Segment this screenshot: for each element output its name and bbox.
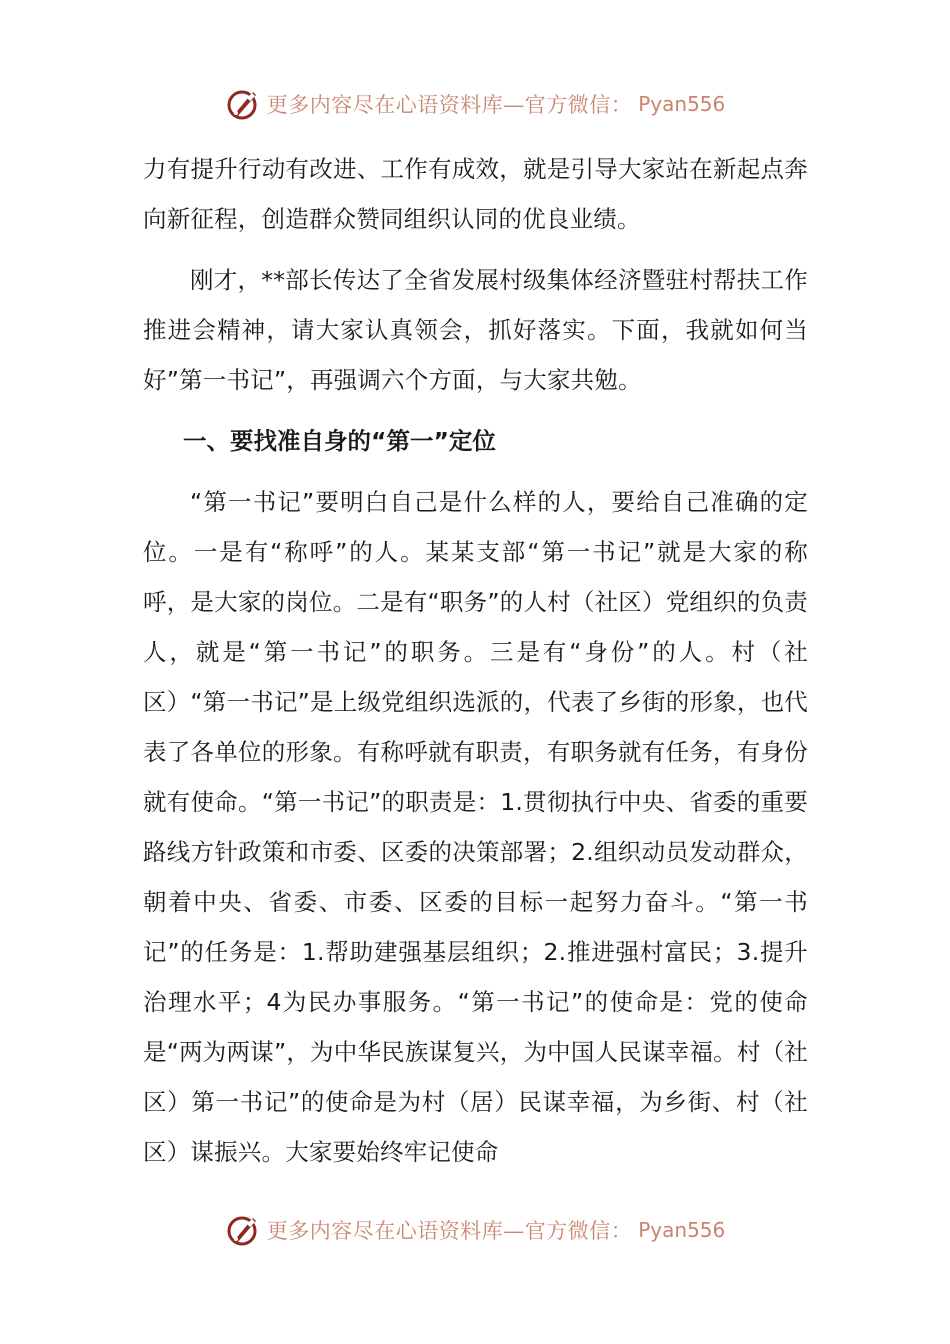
quill-logo-icon (225, 86, 261, 122)
paragraph-positioning: “第一书记”要明白自己是什么样的人，要给自己准确的定位。一是有“称呼”的人。某某支部“第一书记”就是大家的称呼，是大家的岗位。二是有“职务”的人村（社区）党组织的负责人，就是“第一书记”的职务。三是有“身份”的人。村（社区）“第一书记”是上级党组织选派的，代表了乡街的形象，也代表了各单位的形象。有称呼就有职责，有职务就有任务，有身份就有使命。“第一书记”的职责是：1.贯彻执行中央、省委的重要路线方针政策和市委、区委的决策部署；2.组织动员发动群众，朝着中央、省委、市委、区委的目标一起努力奋斗。“第一书记”的任务是：1.帮助建强基层组织；2.推进强村富民；3.提升治理水平；4为民办事服务。“第一书记”的使命是：党的使命是“两为两谋”，为中华民族谋复兴，为中国人民谋幸福。村（社区）第一书记”的使命是为村（居）民谋幸福，为乡街、村（社区）谋振兴。大家要始终牢记使命 (143, 488, 808, 1166)
section-heading-1: 一、要找准自身的“第一”定位 (183, 427, 496, 455)
watermark-wechat-id: Pyan556 (638, 1218, 726, 1242)
footer-watermark (0, 1208, 950, 1252)
paragraph-continuation: 力有提升行动有改进、工作有成效，就是引导大家站在新起点奔向新征程，创造群众赞同组织认同的优良业绩。 (143, 155, 808, 233)
watermark-site-text: 更多内容尽在心语资料库—官方微信： (266, 1219, 633, 1243)
document-body (143, 144, 808, 1177)
watermark-site-text: 更多内容尽在心语资料库—官方微信： (266, 93, 633, 117)
quill-logo-icon (225, 1212, 261, 1248)
header-watermark (0, 82, 950, 126)
watermark-wechat-id: Pyan556 (638, 92, 726, 116)
paragraph-intro: 刚才，**部长传达了全省发展村级集体经济暨驻村帮扶工作推进会精神，请大家认真领会，抓好落实。下面，我就如何当好”第一书记”，再强调六个方面，与大家共勉。 (143, 266, 808, 394)
